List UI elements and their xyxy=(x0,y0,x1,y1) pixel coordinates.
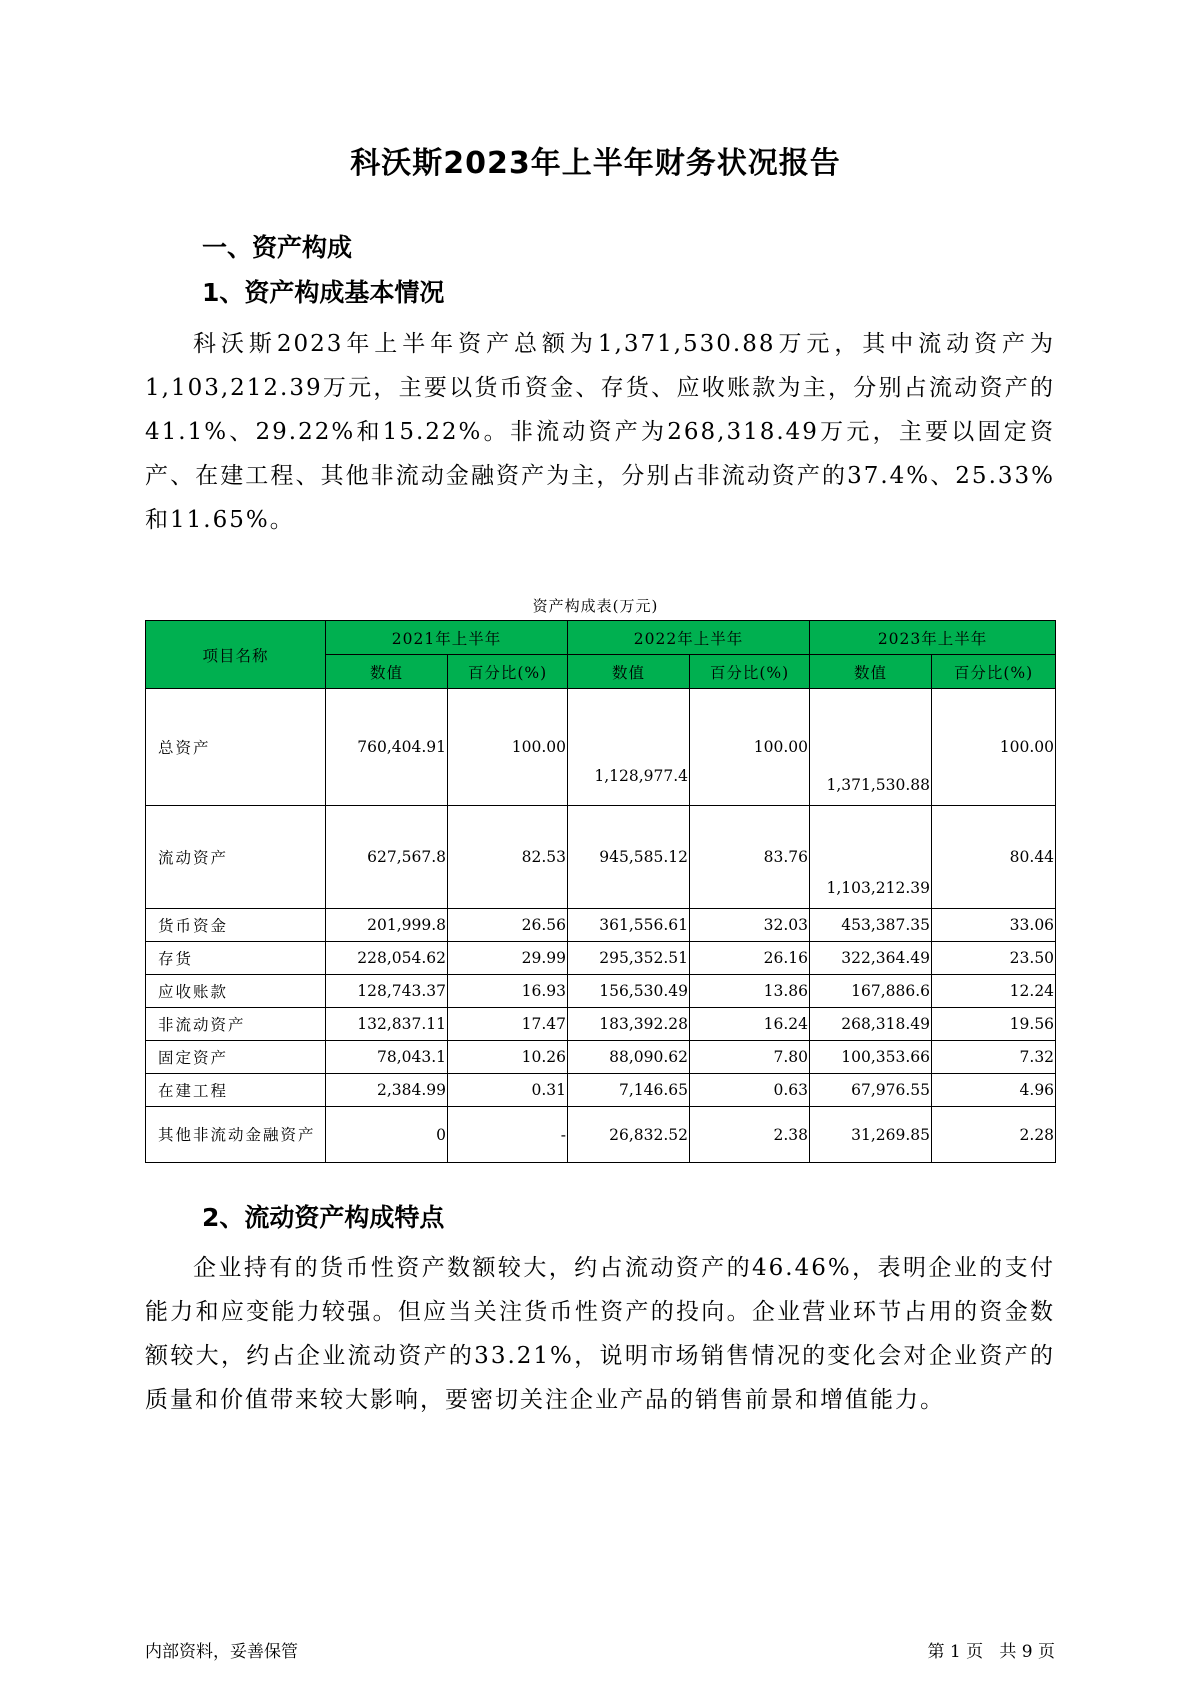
table-cell: 78,043.1 xyxy=(326,1041,448,1074)
table-cell: 13.86 xyxy=(690,975,810,1008)
row-label: 货币资金 xyxy=(146,909,326,942)
asset-summary-paragraph: 科沃斯2023年上半年资产总额为1,371,530.88万元，其中流动资产为1,103,212.39万元，主要以货币资金、存货、应收账款为主，分别占流动资产的41.1%、29.22%和15.22%。非流动资产为268,318.49万元，主要以固定资产、在建工程、其他非流动金融资产为主，分别占非流动资产的37.4%、25.33%和11.65%。 xyxy=(145,331,1055,533)
item-name-header: 项目名称 xyxy=(146,621,326,689)
table-cell: - xyxy=(448,1107,568,1163)
value-header: 数值 xyxy=(810,655,932,689)
table-cell: 0 xyxy=(326,1107,448,1163)
table-cell: 627,567.8 xyxy=(326,806,448,909)
pct-header: 百分比(%) xyxy=(932,655,1056,689)
table-cell: 10.26 xyxy=(448,1041,568,1074)
table-row xyxy=(146,1008,1056,1041)
row-label: 存货 xyxy=(146,942,326,975)
table-cell: 67,976.55 xyxy=(810,1074,932,1107)
row-label: 非流动资产 xyxy=(146,1008,326,1041)
footer-page-number: 第 1 页 共 9 页 xyxy=(927,1642,1055,1662)
pct-header: 百分比(%) xyxy=(448,655,568,689)
table-row xyxy=(146,1041,1056,1074)
table-row xyxy=(146,975,1056,1008)
table-cell: 295,352.51 xyxy=(568,942,690,975)
table-cell: 29.99 xyxy=(448,942,568,975)
table-cell: 100,353.66 xyxy=(810,1041,932,1074)
table-cell: 19.56 xyxy=(932,1008,1056,1041)
table-cell: 1,103,212.39 xyxy=(810,806,932,909)
table-cell: 132,837.11 xyxy=(326,1008,448,1041)
table-cell: 183,392.28 xyxy=(568,1008,690,1041)
page-title: 科沃斯2023年上半年财务状况报告 xyxy=(350,146,841,181)
table-cell: 760,404.91 xyxy=(326,689,448,806)
period-header-2021: 2021年上半年 xyxy=(326,621,568,655)
pct-header: 百分比(%) xyxy=(690,655,810,689)
table-cell: 33.06 xyxy=(932,909,1056,942)
table-cell: 80.44 xyxy=(932,806,1056,909)
table-cell: 1,128,977.4 xyxy=(568,689,690,806)
period-header-2023: 2023年上半年 xyxy=(810,621,1056,655)
row-label: 总资产 xyxy=(146,689,326,806)
table-cell: 16.93 xyxy=(448,975,568,1008)
table-cell: 7.32 xyxy=(932,1041,1056,1074)
row-label: 流动资产 xyxy=(146,806,326,909)
table-cell: 32.03 xyxy=(690,909,810,942)
subsection-heading-basic: 1、资产构成基本情况 xyxy=(202,278,445,307)
row-label: 应收账款 xyxy=(146,975,326,1008)
row-label: 固定资产 xyxy=(146,1041,326,1074)
table-cell: 23.50 xyxy=(932,942,1056,975)
table-cell: 2.28 xyxy=(932,1107,1056,1163)
table-cell: 12.24 xyxy=(932,975,1056,1008)
table-row xyxy=(146,689,1056,806)
table-cell: 31,269.85 xyxy=(810,1107,932,1163)
table-cell: 100.00 xyxy=(932,689,1056,806)
table-row xyxy=(146,909,1056,942)
table-row xyxy=(146,806,1056,909)
table-cell: 945,585.12 xyxy=(568,806,690,909)
table-row xyxy=(146,1107,1056,1163)
table-cell: 1,371,530.88 xyxy=(810,689,932,806)
table-cell: 228,054.62 xyxy=(326,942,448,975)
table-cell: 156,530.49 xyxy=(568,975,690,1008)
current-assets-paragraph: 企业持有的货币性资产数额较大，约占流动资产的46.46%，表明企业的支付能力和应变能力较强。但应当关注货币性资产的投向。企业营业环节占用的资金数额较大，约占企业流动资产的33.21%，说明市场销售情况的变化会对企业资产的质量和价值带来较大影响，要密切关注企业产品的销售前景和增值能力。 xyxy=(145,1255,1055,1413)
subsection-heading-current-assets: 2、流动资产构成特点 xyxy=(202,1203,445,1232)
table-cell: 7,146.65 xyxy=(568,1074,690,1107)
table-cell: 128,743.37 xyxy=(326,975,448,1008)
table-cell: 100.00 xyxy=(448,689,568,806)
table-cell: 4.96 xyxy=(932,1074,1056,1107)
table-cell: 167,886.6 xyxy=(810,975,932,1008)
asset-composition-table xyxy=(145,620,1056,1163)
table-cell: 268,318.49 xyxy=(810,1008,932,1041)
table-caption: 资产构成表(万元) xyxy=(532,597,659,615)
table-cell: 26.56 xyxy=(448,909,568,942)
row-label: 在建工程 xyxy=(146,1074,326,1107)
table-cell: 361,556.61 xyxy=(568,909,690,942)
value-header: 数值 xyxy=(568,655,690,689)
table-row xyxy=(146,1074,1056,1107)
table-cell: 2,384.99 xyxy=(326,1074,448,1107)
row-label: 其他非流动金融资产 xyxy=(146,1107,326,1163)
table-cell: 82.53 xyxy=(448,806,568,909)
table-cell: 7.80 xyxy=(690,1041,810,1074)
table-cell: 2.38 xyxy=(690,1107,810,1163)
table-cell: 16.24 xyxy=(690,1008,810,1041)
table-cell: 453,387.35 xyxy=(810,909,932,942)
table-cell: 0.31 xyxy=(448,1074,568,1107)
footer-confidential: 内部资料，妥善保管 xyxy=(145,1642,298,1662)
table-cell: 0.63 xyxy=(690,1074,810,1107)
table-cell: 26.16 xyxy=(690,942,810,975)
table-cell: 100.00 xyxy=(690,689,810,806)
value-header: 数值 xyxy=(326,655,448,689)
table-row xyxy=(146,942,1056,975)
table-cell: 83.76 xyxy=(690,806,810,909)
table-cell: 322,364.49 xyxy=(810,942,932,975)
table-cell: 17.47 xyxy=(448,1008,568,1041)
table-cell: 88,090.62 xyxy=(568,1041,690,1074)
table-cell: 26,832.52 xyxy=(568,1107,690,1163)
table-cell: 201,999.8 xyxy=(326,909,448,942)
section-heading-asset-composition: 一、资产构成 xyxy=(202,233,353,262)
period-header-2022: 2022年上半年 xyxy=(568,621,810,655)
